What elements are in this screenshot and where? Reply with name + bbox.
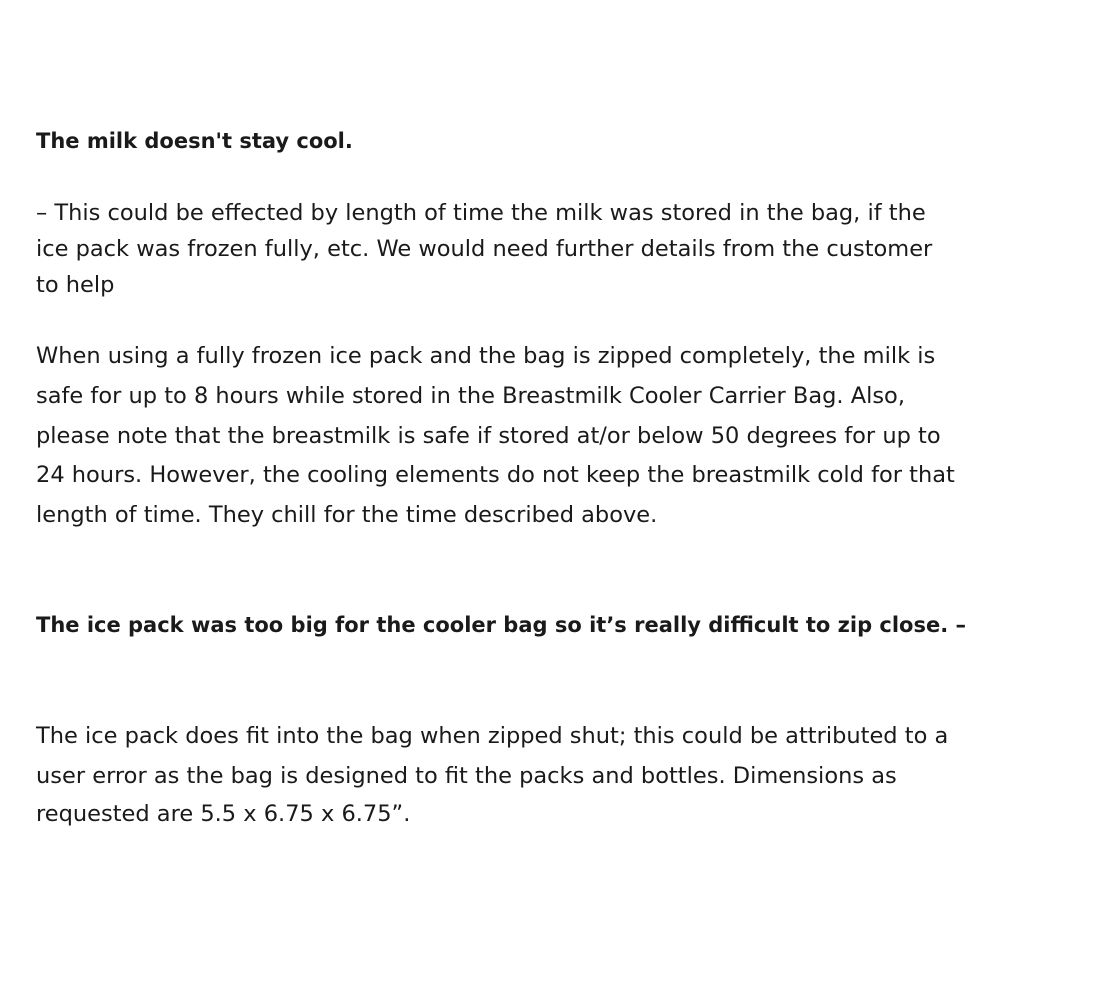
para1-line-3: to help: [36, 272, 115, 298]
para3-line-3: requested are 5.5 x 6.75 x 6.75”.: [36, 801, 411, 827]
para3-line-2: user error as the bag is designed to fit the packs and bottles. Dimensions as: [36, 763, 897, 789]
para2-line-2: safe for up to 8 hours while stored in the Breastmilk Cooler Carrier Bag. Also,: [36, 383, 905, 409]
para2-line-3: please note that the breastmilk is safe if stored at/or below 50 degrees for up to: [36, 423, 941, 449]
heading-milk-not-cool: The milk doesn't stay cool.: [36, 129, 353, 153]
heading-ice-pack-too-big: The ice pack was too big for the cooler bag so it’s really difficult to zip close. –: [36, 613, 967, 637]
para2-line-5: length of time. They chill for the time described above.: [36, 502, 658, 528]
para2-line-4: 24 hours. However, the cooling elements do not keep the breastmilk cold for that: [36, 462, 955, 488]
para1-line-1: – This could be effected by length of time the milk was stored in the bag, if the: [36, 200, 926, 226]
para2-line-1: When using a fully frozen ice pack and the bag is zipped completely, the milk is: [36, 343, 936, 369]
para1-line-2: ice pack was frozen fully, etc. We would need further details from the customer: [36, 236, 933, 262]
para3-line-1: The ice pack does fit into the bag when zipped shut; this could be attributed to a: [36, 723, 949, 749]
